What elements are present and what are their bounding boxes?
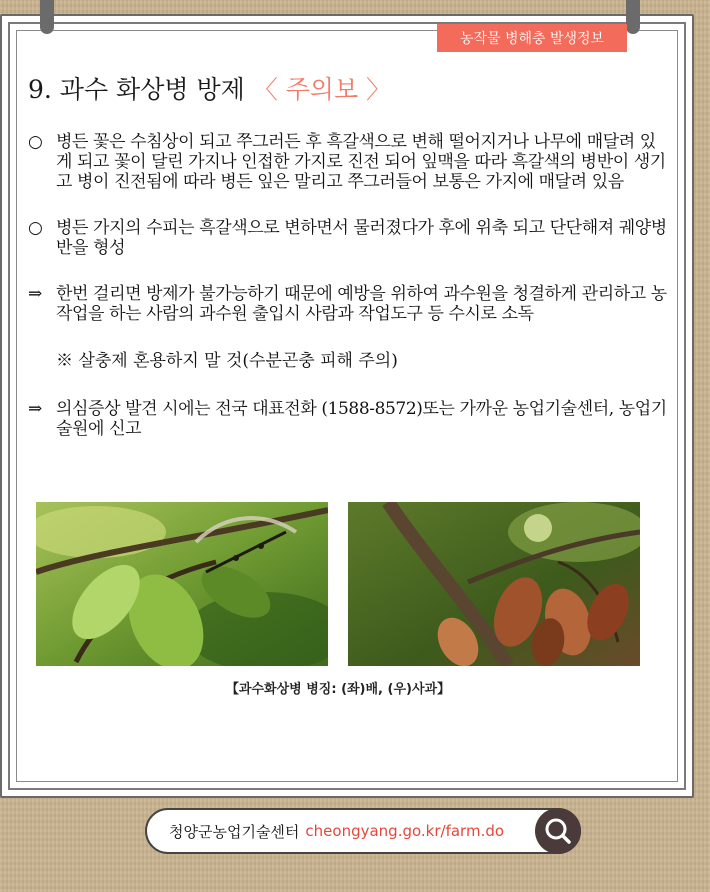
- paragraph-1: [28, 132, 668, 192]
- footer-banner[interactable]: [145, 808, 581, 854]
- paragraph-2: [28, 218, 668, 258]
- apple-photo-illustration: [348, 502, 640, 666]
- search-icon: [535, 808, 581, 854]
- alert-level: 〈 주의보 〉: [252, 75, 392, 104]
- bullet: ⇒: [28, 399, 43, 419]
- footer-org-name: 청양군농업기술센터: [169, 822, 300, 841]
- search-button[interactable]: [535, 808, 581, 854]
- page-title: [28, 70, 668, 106]
- bullet: ○: [28, 218, 43, 238]
- bullet: ○: [28, 132, 43, 152]
- title-main: 9. 과수 화상병 방제: [28, 75, 245, 104]
- bullet: ⇒: [28, 284, 43, 304]
- paragraph-4: [28, 399, 668, 439]
- right-pin: [626, 0, 640, 34]
- symptom-photos: [36, 502, 640, 666]
- photo-caption: 【과수화상병 병징: (좌)배, (우)사과】: [225, 682, 451, 697]
- apple-symptom-photo: [348, 502, 640, 666]
- pear-photo-illustration: [36, 502, 328, 666]
- left-pin: [40, 0, 54, 34]
- paragraph-text: 병든 가지의 수피는 흑갈색으로 변하면서 물러졌다가 후에 위축 되고 단단해져 궤양병반을 형성: [56, 218, 667, 258]
- caution-note: ※ 살충제 혼용하지 말 것(수분곤충 피해 주의): [56, 351, 398, 371]
- paragraph-3: [28, 284, 668, 324]
- paragraph-text: 의심증상 발견 시에는 전국 대표전화 (1588-8572)또는 가까운 농업기술센터, 농업기술원에 신고: [56, 399, 667, 439]
- paragraph-text: 한번 걸리면 방제가 불가능하기 때문에 예방을 위하여 과수원을 청결하게 관리하고 농작업을 하는 사람의 과수원 출입시 사람과 작업도구 등 수시로 소독: [56, 284, 667, 324]
- notice-content: [28, 70, 668, 465]
- paragraph-text: 병든 꽃은 수침상이 되고 쭈그러든 후 흑갈색으로 변해 떨어지거나 나무에 매달려 있게 되고 꽃이 달린 가지나 인접한 가지로 진전 되어 잎맥을 따라 흑갈색의 병반이 생기고 병이 진전됨에 따라 병든 잎은 말리고 쭈그러들어 보통은 가지에 매달려 있음: [56, 132, 666, 192]
- pear-symptom-photo: [36, 502, 328, 666]
- footer-url-link[interactable]: cheongyang.go.kr/farm.do: [305, 822, 505, 840]
- category-tag: 농작물 병해충 발생정보: [437, 24, 627, 52]
